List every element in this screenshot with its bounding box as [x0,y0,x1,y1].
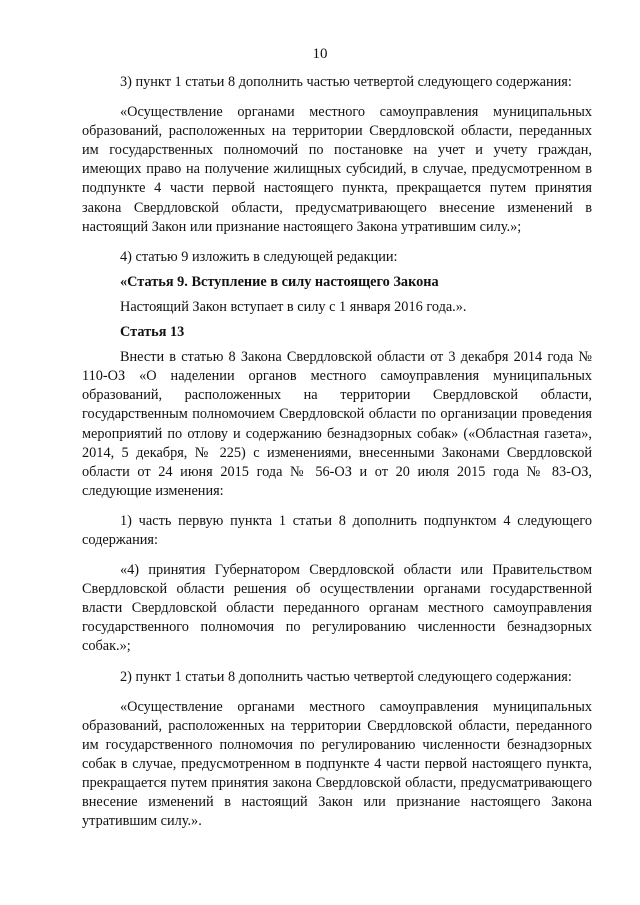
paragraph-item-2: 2) пункт 1 статьи 8 дополнить частью четвертой следующего содержания: [120,668,572,685]
article-9-heading: «Статья 9. Вступление в силу настоящего Закона [120,273,439,290]
paragraph-item-1: 1) часть первую пункта 1 статьи 8 дополнить подпунктом 4 следующего содержания: [82,512,592,548]
document-body [82,73,592,842]
paragraph-item-3: 3) пункт 1 статьи 8 дополнить частью четвертой следующего содержания: [120,74,572,90]
page-number: 10 [312,46,328,62]
article-13-heading: Статья 13 [120,324,185,341]
article-13-intro: Внести в статью 8 Закона Свердловской области от 3 декабря 2014 года № 110-ОЗ «О наделении органов местного самоуправления муниципальных образований, расположенных на территории Свердловской области, государственным полномочием Свердловской области по организации проведения мероприятий по отлову и содержанию безнадзорных собак» («Областная газета», 2014, 5 декабря, № 225) с изменениями, внесенными Законами Свердловской области от 24 июня 2015 года № 56-ОЗ и от 20 июля 2015 года № 83-ОЗ, следующие изменения: [82,349,592,499]
paragraph-item-4: 4) статью 9 изложить в следующей редакции: [120,248,398,265]
quoted-paragraph-dogs: «Осуществление органами местного самоуправления муниципальных образований, расположенных на территории Свердловской области, переданного им государственного полномочия по регулированию численности безнадзорных собак в случае, предусмотренном в подпункте 4 части первой настоящего пункта, прекращается путем принятия закона Свердловской области, предусматривающего внесение изменений в настоящий Закон или признание настоящего Закона утратившим силу.». [82,698,592,830]
article-9-text: Настоящий Закон вступает в силу с 1 января 2016 года.». [120,298,467,315]
quoted-subparagraph-4: «4) принятия Губернатором Свердловской области или Правительством Свердловской области решения об осуществлении органами государственной власти Свердловской области переданного органам местного самоуправления государственного полномочия по регулированию численности безнадзорных собак.»; [82,562,592,655]
quoted-paragraph-housing: «Осуществление органами местного самоуправления муниципальных образований, расположенных на территории Свердловской области, переданных им государственных полномочий по постановке на учет и учету граждан, имеющих право на получение жилищных субсидий, в случае, предусмотренном в подпункте 4 части первой настоящего пункта, прекращается путем принятия закона Свердловской области, предусматривающего внесение изменений в настоящий Закон или признание настоящего Закона утратившим силу.»; [82,104,592,235]
